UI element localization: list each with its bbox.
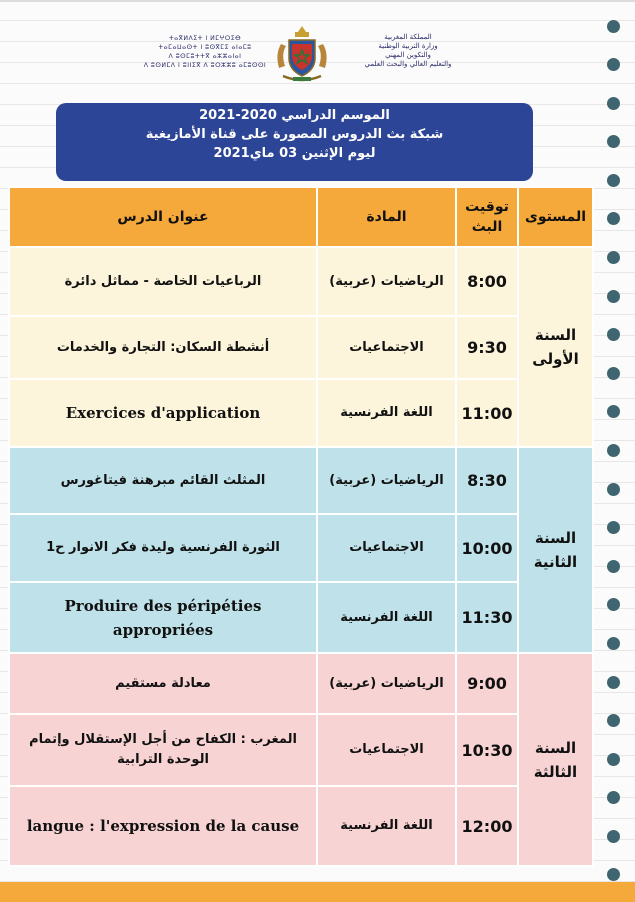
broadcast-grid-title: شبكة بث الدروس المصورة على قناة الأمازيغية [145,127,444,142]
time-cell: 9:30 [456,316,518,379]
lesson-cell: langue : l'expression de la cause [9,786,317,866]
schedule-table [8,186,594,867]
table-row [9,379,593,447]
lesson-cell: أنشطة السكان: التجارة والخدمات [9,316,317,379]
ministry-header [125,22,475,88]
spiral-hole-icon [607,560,620,573]
subject-cell: الاجتماعيات [317,714,456,786]
subject-cell: اللغة الفرنسية [317,379,456,447]
table-header-row [9,187,593,247]
notebook-spiral-icon [607,0,621,880]
arabic-line: وزارة التربية الوطنية [378,42,438,50]
spiral-hole-icon [607,637,620,650]
subject-cell: اللغة الفرنسية [317,582,456,653]
header-lesson: عنوان الدرس [9,187,317,247]
spiral-hole-icon [607,753,620,766]
level-cell: السنة الثالثة [518,653,593,866]
header-time: توقيت البث [456,187,518,247]
spiral-hole-icon [607,868,620,881]
subject-cell: الاجتماعيات [317,316,456,379]
time-cell: 12:00 [456,786,518,866]
spiral-hole-icon [607,598,620,611]
time-cell: 9:00 [456,653,518,714]
spiral-hole-icon [607,251,620,264]
spiral-hole-icon [607,830,620,843]
page-top-rule [0,0,635,2]
time-cell: 11:00 [456,379,518,447]
arabic-line: المملكة المغربية [384,33,432,41]
tifinagh-line: ⴷ ⵓⵙⵎⵓⵜⵜⴳ ⴰⵣⵣⴰⵏⴰⵏ [168,53,242,60]
arabic-line: والتعليم العالي والبحث العلمي [364,60,452,68]
time-cell: 11:30 [456,582,518,653]
table-row [9,786,593,866]
subject-cell: الاجتماعيات [317,514,456,582]
time-cell: 8:30 [456,447,518,514]
header-subject: المادة [317,187,456,247]
lesson-cell: الرباعيات الخاصة - مماثل دائرة [9,247,317,316]
subject-cell: الرياضيات (عربية) [317,447,456,514]
lesson-cell: معادلة مستقيم [9,653,317,714]
table-row [9,316,593,379]
lesson-cell: Produire des péripéties appropriées [9,582,317,653]
arabic-ministry-name [343,33,473,69]
subject-cell: اللغة الفرنسية [317,786,456,866]
time-cell: 10:00 [456,514,518,582]
table-row [9,447,593,514]
level-cell: السنة الثانية [518,447,593,653]
school-year-title: الموسم الدراسي 2020-2021 [199,108,390,123]
spiral-hole-icon [607,444,620,457]
time-cell: 10:30 [456,714,518,786]
spiral-hole-icon [607,328,620,341]
spiral-hole-icon [607,714,620,727]
moroccan-coat-of-arms-icon [273,24,331,86]
header-level: المستوى [518,187,593,247]
table-row [9,247,593,316]
spiral-hole-icon [607,58,620,71]
footer-bar [0,882,635,902]
spiral-hole-icon [607,405,620,418]
spiral-hole-icon [607,791,620,804]
lesson-cell: الثورة الفرنسية وليدة فكر الانوار ح1 [9,514,317,582]
table-row [9,714,593,786]
title-banner [56,103,533,181]
lesson-cell: Exercices d'application [9,379,317,447]
table-row [9,653,593,714]
lesson-cell: المغرب : الكفاح من أجل الإستقلال وإتمام الوحدة الترابية [9,714,317,786]
spiral-hole-icon [607,483,620,496]
subject-cell: الرياضيات (عربية) [317,247,456,316]
tifinagh-ministry-name [135,34,275,70]
spiral-hole-icon [607,290,620,303]
lesson-cell: المثلث القائم مبرهنة فيتاغورس [9,447,317,514]
spiral-hole-icon [607,676,620,689]
tifinagh-line: ⴷ ⵓⵙⵍⵎⴷ ⵏ ⵓⵏⵏⵉⴳ ⴷ ⵓⵔⵣⵣⵓ ⴰⵎⵓⵙⵙⵏ [143,62,267,69]
table-row [9,582,593,653]
spiral-hole-icon [607,367,620,380]
spiral-hole-icon [607,174,620,187]
spiral-hole-icon [607,97,620,110]
level-cell: السنة الأولى [518,247,593,447]
tifinagh-line: ⵜⴰⴳⵍⴷⵉⵜ ⵏ ⵍⵎⵖⵔⵉⴱ [168,35,242,42]
spiral-hole-icon [607,212,620,225]
tifinagh-line: ⵜⴰⵎⴰⵡⴰⵙⵜ ⵏ ⵓⵙⴳⵎⵉ ⴰⵏⴰⵎⵓ [158,44,252,51]
time-cell: 8:00 [456,247,518,316]
table-row [9,514,593,582]
spiral-hole-icon [607,521,620,534]
arabic-line: والتكوين المهني [385,51,431,59]
subject-cell: الرياضيات (عربية) [317,653,456,714]
spiral-hole-icon [607,135,620,148]
spiral-hole-icon [607,20,620,33]
broadcast-date: ليوم الإثنين 03 ماي2021 [213,146,376,161]
